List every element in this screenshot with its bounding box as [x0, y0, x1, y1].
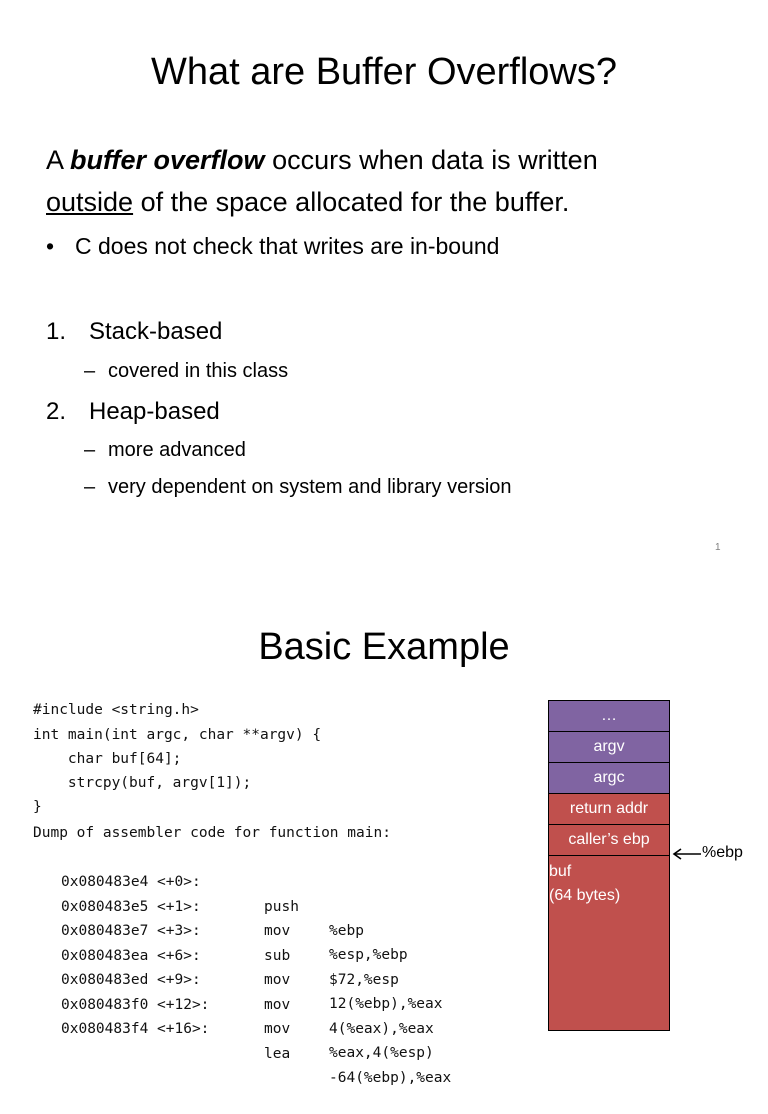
code-line: #include <string.h> [33, 702, 199, 719]
asm-addr: 0x080483e7 <+3>: [61, 923, 201, 940]
stack-cell-argv: argv [548, 731, 670, 763]
intro-term: buffer overflow [70, 145, 265, 175]
type-2-note-1: more advanced [108, 439, 246, 461]
dash-icon: – [84, 439, 96, 461]
slide1-title: What are Buffer Overflows? [150, 51, 618, 93]
asm-op: sub [264, 947, 291, 964]
buf-label: buf [549, 863, 572, 880]
intro-rest-1: occurs when data is written [264, 145, 598, 175]
intro-underlined: outside [46, 187, 134, 217]
asm-arg: %eax,4(%esp) [329, 1045, 434, 1062]
asm-addr: 0x080483ed <+9>: [61, 972, 201, 989]
left-arrow-icon [671, 846, 703, 862]
dash-icon: – [84, 476, 96, 498]
type-1-label: Stack-based [89, 318, 223, 345]
stack-cell-return-addr: return addr [548, 793, 670, 825]
bullet-text: C does not check that writes are in-bound [75, 233, 500, 259]
asm-arg: 4(%eax),%eax [329, 1020, 434, 1037]
asm-addr: 0x080483e5 <+1>: [61, 898, 201, 915]
asm-op: mov [264, 996, 291, 1013]
stack-cell-ellipsis: … [548, 700, 670, 732]
intro-line-1 [46, 142, 598, 178]
dash-icon: – [84, 360, 96, 382]
asm-arg: $72,%esp [329, 971, 399, 988]
intro-prefix: A [46, 145, 71, 175]
source-code [33, 674, 321, 844]
asm-op: mov [264, 923, 291, 940]
buf-size: (64 bytes) [549, 887, 621, 904]
asm-addr: 0x080483ea <+6>: [61, 947, 201, 964]
type-2-number: 2. [46, 398, 67, 425]
type-2-note-2: very dependent on system and library version [108, 476, 512, 498]
intro-line-2 [46, 184, 569, 220]
asm-arg: %esp,%ebp [329, 947, 408, 964]
asm-listing [33, 846, 513, 1086]
stack-cell-callers-ebp: caller’s ebp [548, 824, 670, 856]
stack-cell-argc: argc [548, 762, 670, 794]
asm-op: lea [264, 1045, 291, 1062]
type-2-label: Heap-based [89, 398, 220, 425]
asm-arg: 12(%ebp),%eax [329, 996, 443, 1013]
page-number: 1 [715, 542, 721, 553]
asm-op: mov [264, 1021, 291, 1038]
bullet-dot: • [46, 233, 55, 259]
code-line: } [33, 799, 42, 816]
type-1-note-1: covered in this class [108, 360, 289, 382]
dump-header: Dump of assembler code for function main: [33, 825, 391, 841]
intro-rest-2: of the space allocated for the buffer. [133, 187, 570, 217]
asm-arg: -64(%ebp),%eax [329, 1069, 452, 1086]
code-line: strcpy(buf, argv[1]); [33, 775, 252, 792]
asm-op: push [264, 898, 299, 915]
code-line: char buf[64]; [33, 750, 182, 767]
asm-addr: 0x080483f4 <+16>: [61, 1021, 210, 1038]
asm-addr: 0x080483e4 <+0>: [61, 874, 201, 891]
code-line: int main(int argc, char **argv) { [33, 726, 322, 743]
asm-addr: 0x080483f0 <+12>: [61, 996, 210, 1013]
slide2-title: Basic Example [258, 626, 510, 668]
stack-cell-buf [548, 855, 670, 1031]
ebp-pointer-label: %ebp [702, 844, 743, 861]
type-1-number: 1. [46, 318, 67, 345]
stack-diagram [548, 700, 670, 1024]
asm-arg: %ebp [329, 922, 364, 939]
asm-op: mov [264, 972, 291, 989]
